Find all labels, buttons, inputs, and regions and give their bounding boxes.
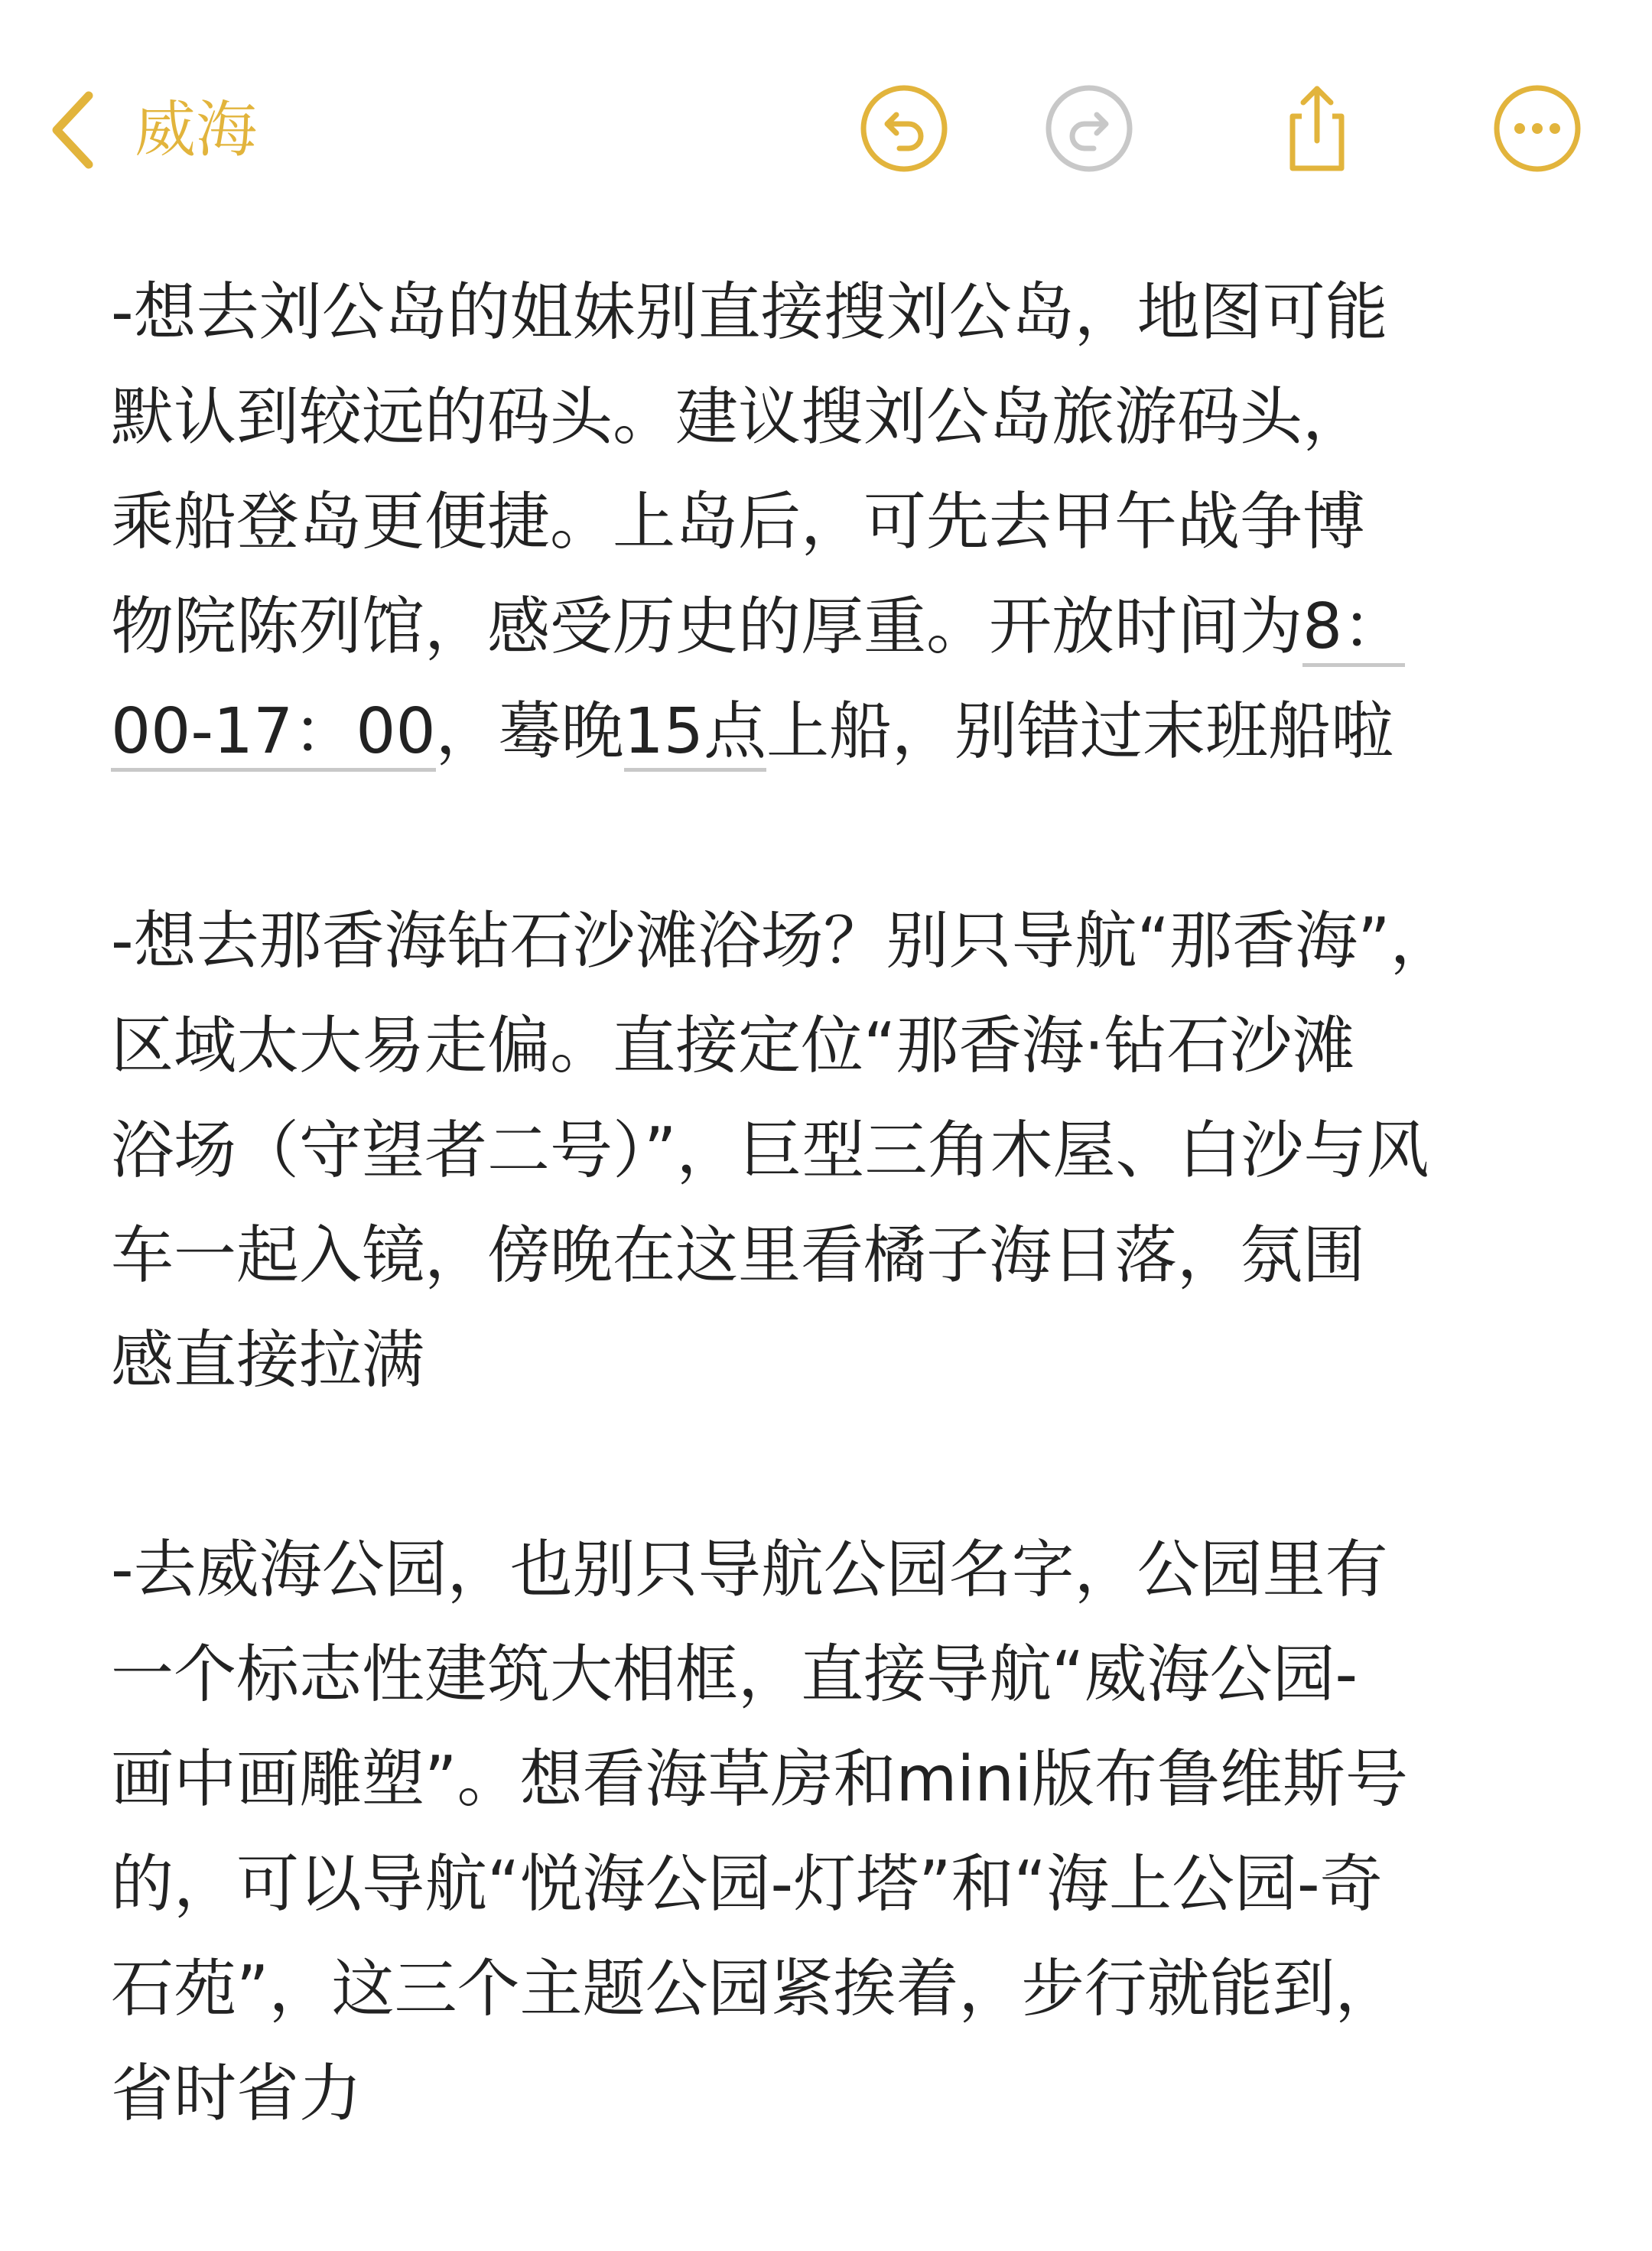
note-paragraph-liugongdao [111,260,1564,784]
undo-icon [858,83,950,174]
note-line: -去威海公园，也别只导航公园名字，公园里有 [111,1534,1388,1606]
note-line: 一个标志性建筑大相框，直接导航“威海公园- [111,1638,1358,1711]
share-icon [1271,83,1363,174]
note-body[interactable] [111,260,1564,2251]
note-toolbar [0,0,1652,229]
time-data-link[interactable]: 00-17：00 [111,695,436,772]
note-paragraph-weihai-park [111,1517,1564,2146]
note-text: 上船，别错过末班船啦 [766,695,1393,768]
note-line: 乘船登岛更便捷。上岛后，可先去甲午战争博 [111,486,1366,558]
note-line: 的，可以导航“悦海公园-灯塔”和“海上公园-奇 [111,1848,1383,1921]
time-data-link[interactable]: 8： [1302,590,1405,667]
note-line: 画中画雕塑”。想看海草房和mini版布鲁维斯号 [111,1743,1408,1816]
redo-icon [1043,83,1135,174]
note-line: 车一起入镜，傍晚在这里看橘子海日落，氛围 [111,1219,1366,1292]
share-button[interactable] [1271,83,1363,174]
note-line: 石苑”，这三个主题公园紧挨着，步行就能到， [111,1953,1398,2025]
redo-button[interactable] [1043,83,1135,174]
note-text: ，蓦晚 [435,695,624,768]
note-line: 省时省力 [111,2057,363,2130]
note-line: -想去那香海钻石沙滩浴场？别只导航“那香海”， [111,905,1453,977]
note-paragraph-naxianghai [111,889,1564,1413]
note-line: 默认到较远的码头。建议搜刘公岛旅游码头， [111,381,1366,454]
more-button[interactable] [1491,83,1583,174]
note-line: 感直接拉满 [111,1324,425,1397]
note-text: 物院陈列馆，感受历史的厚重。开放时间为 [111,590,1303,663]
note-line: 浴场（守望者二号）”，巨型三角木屋、白沙与风 [111,1114,1429,1187]
back-label: 威海 [135,94,257,165]
note-line [111,574,1564,679]
note-line: -想去刘公岛的姐妹别直接搜刘公岛，地图可能 [111,276,1388,349]
time-data-link[interactable]: 15点 [624,695,766,772]
note-line: 区域太大易走偏。直接定位“那香海·钻石沙滩 [111,1010,1355,1082]
more-icon [1491,83,1583,174]
back-button[interactable] [46,84,257,176]
chevron-left-icon [46,88,99,172]
note-line [111,679,1564,784]
undo-button[interactable] [858,83,950,174]
